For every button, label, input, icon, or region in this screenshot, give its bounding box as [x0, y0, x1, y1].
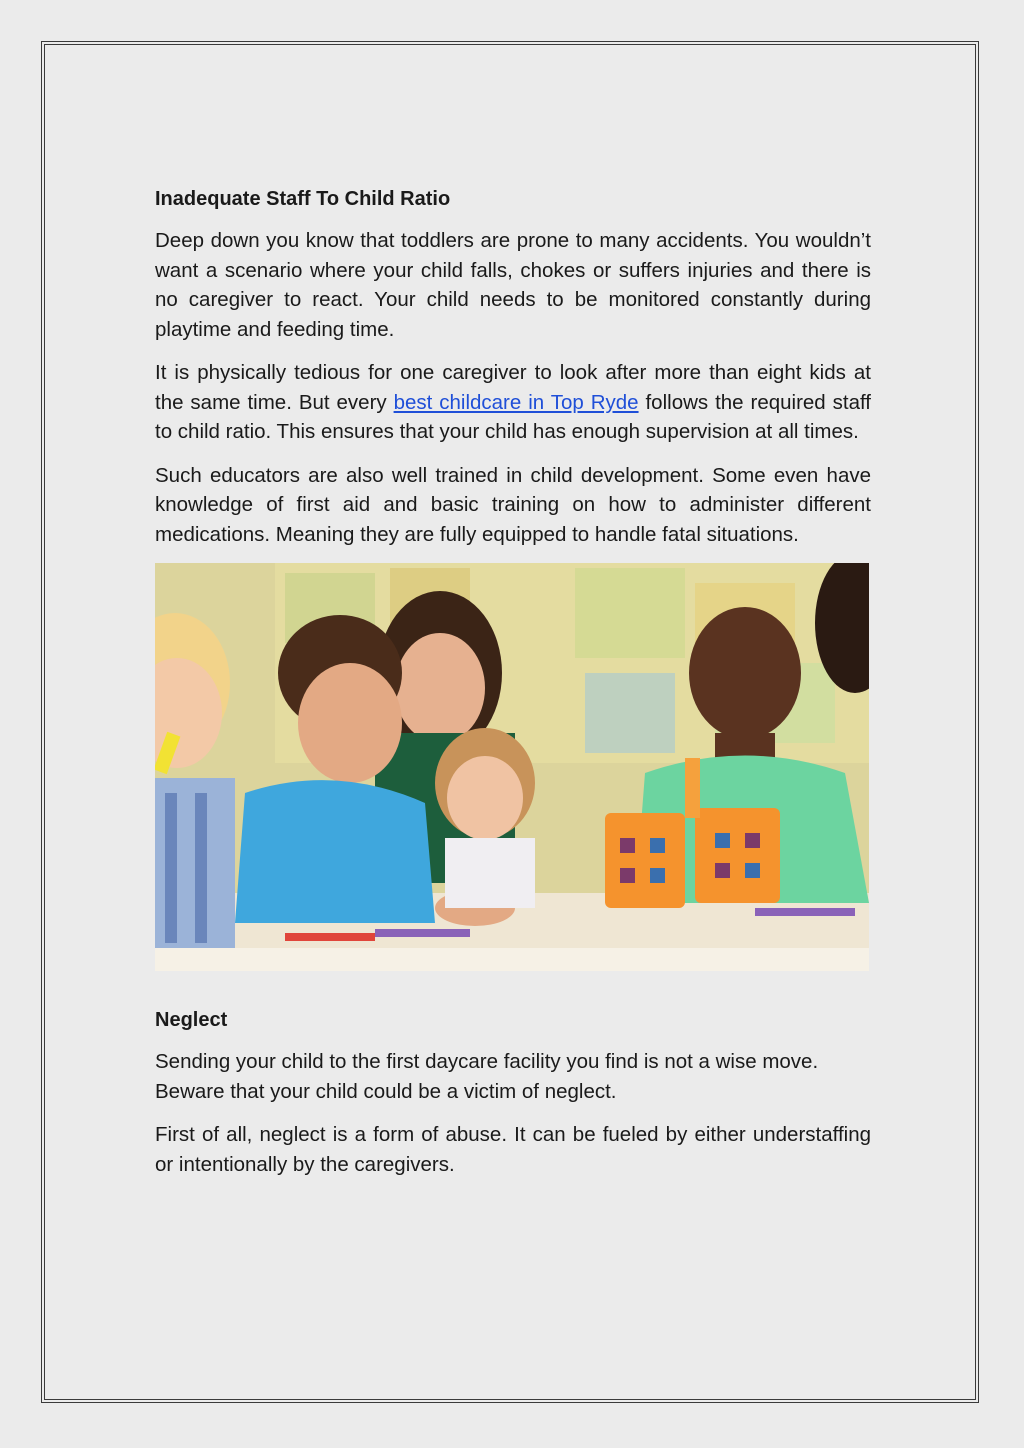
paragraph-neglect-intro: Sending your child to the first daycare facility you find is not a wise move. Beware that your child could be a victim of neglect. [155, 1050, 819, 1103]
document-body [155, 184, 871, 1193]
classroom-children-photo [155, 563, 869, 971]
paragraph-neglect-abuse: First of all, neglect is a form of abuse. It can be fueled by either understaffing or intentionally by the caregivers. [155, 1123, 871, 1176]
best-childcare-link[interactable]: best childcare in Top Ryde [393, 390, 639, 414]
paragraph-educators: Such educators are also well trained in child development. Some even have knowledge of first aid and basic training on how to administer different medications. Meaning they are fully equipped to handle fatal situations. [155, 463, 871, 546]
paragraph-staff-ratio [155, 358, 871, 447]
photo-illustration [155, 563, 869, 971]
paragraph-staff-ratio-text-b: follows the required staff to child ratio. This ensures that your child has enough supervision at all times. [155, 390, 871, 443]
paragraph-staff-ratio-text-a: It is physically tedious for one caregiver to look after more than eight kids at the same time. But every [155, 361, 871, 414]
section-heading-neglect: Neglect [155, 1009, 228, 1031]
paragraph-accidents: Deep down you know that toddlers are prone to many accidents. You wouldn’t want a scenario where your child falls, chokes or suffers injuries and there is no caregiver to react. Your child needs to be monitored constantly during playtime and feeding time. [155, 229, 871, 341]
section-heading-staff-ratio: Inadequate Staff To Child Ratio [155, 188, 451, 210]
